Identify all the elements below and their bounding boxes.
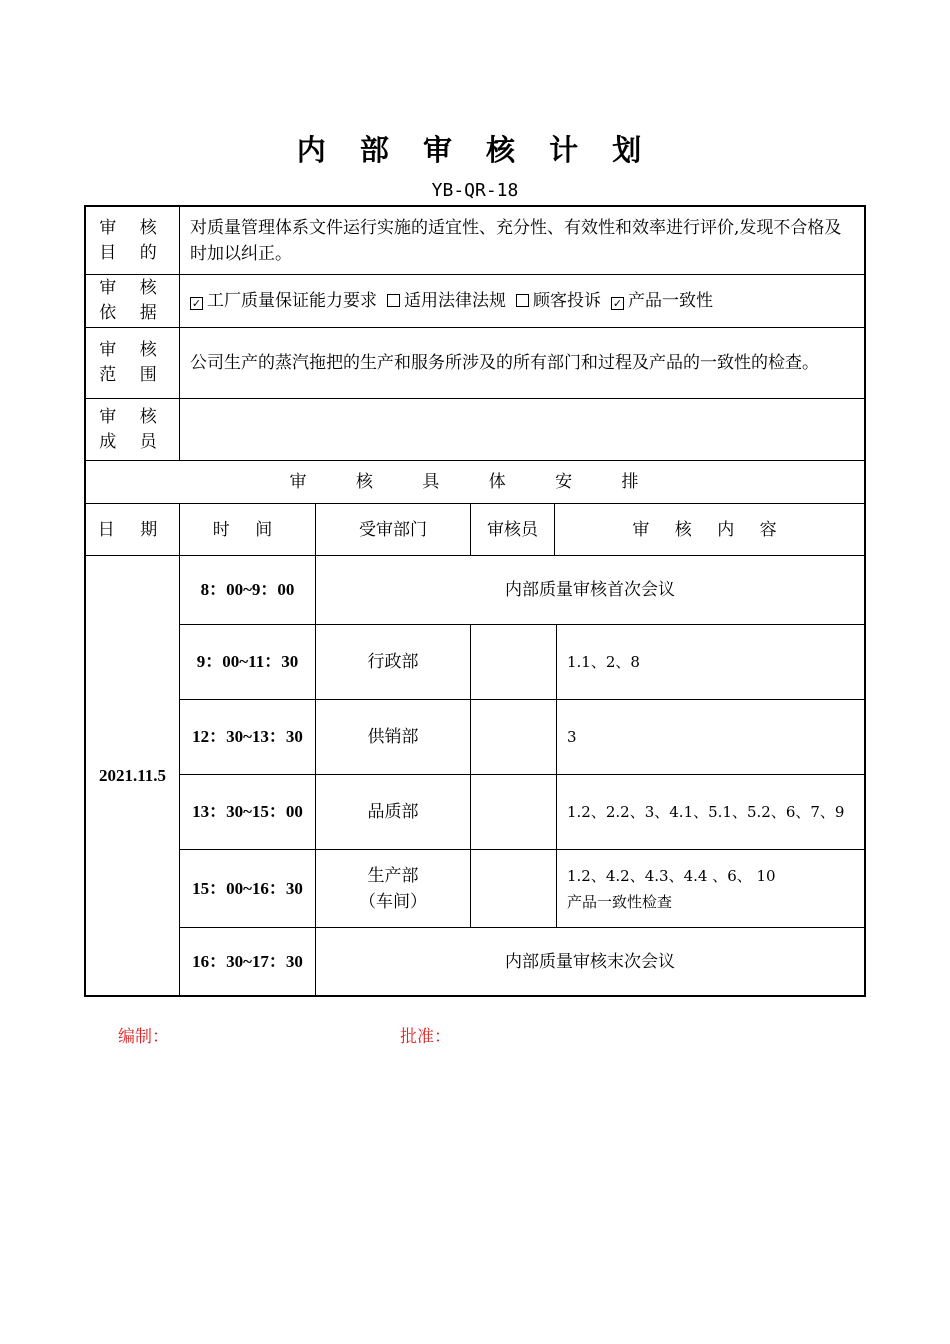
schedule-auditor xyxy=(471,850,556,927)
purpose-label xyxy=(86,207,179,274)
schedule-auditor xyxy=(471,625,556,699)
header-department: 受审部门 xyxy=(359,519,427,540)
schedule-time: 12：30~13：30 xyxy=(192,727,303,746)
content-line: 产品一致性检查 xyxy=(567,892,673,911)
purpose-label-line2: 目 的 xyxy=(99,242,166,263)
checkbox-unchecked-icon[interactable] xyxy=(516,294,529,307)
basis-label-line2: 依 据 xyxy=(99,303,166,323)
basis-option-conformity xyxy=(611,288,713,314)
header-auditor: 审核员 xyxy=(487,519,538,540)
basis-option-factory-quality xyxy=(190,288,377,314)
basis-label xyxy=(86,275,179,327)
checkbox-checked-icon[interactable]: ✓ xyxy=(191,297,202,310)
approved-by-label: 批准： xyxy=(400,1027,451,1047)
schedule-time: 8：00~9：00 xyxy=(200,580,295,599)
basis-options xyxy=(180,275,864,327)
scope-text: 公司生产的蒸汽拖把的生产和服务所涉及的所有部门和过程及产品的一致性的检查。 xyxy=(190,353,819,373)
schedule-content: 1.1、2、8 xyxy=(567,653,640,671)
basis-label-line1: 审 核 xyxy=(99,278,166,298)
opening-meeting: 内部质量审核首次会议 xyxy=(505,580,675,600)
checkbox-checked-icon[interactable]: ✓ xyxy=(612,297,623,310)
members-label-line2: 成 员 xyxy=(99,431,166,452)
header-time: 时 间 xyxy=(212,519,283,540)
schedule-content: 1.2、2.2、3、4.1、5.1、5.2、6、7、9 xyxy=(567,803,845,821)
basis-option-label: 顾客投诉 xyxy=(533,291,601,311)
closing-meeting: 内部质量审核末次会议 xyxy=(505,951,675,972)
document-code: YB-QR-18 xyxy=(431,180,519,201)
basis-option-label: 工厂质量保证能力要求 xyxy=(207,291,377,311)
schedule-time: 13：30~15：00 xyxy=(192,802,303,821)
schedule-time: 16：30~17：30 xyxy=(192,951,303,971)
basis-option-label: 产品一致性 xyxy=(628,291,713,311)
members-label xyxy=(86,399,179,460)
basis-option-label: 适用法律法规 xyxy=(404,291,506,311)
department-name: 生产部 xyxy=(367,865,419,886)
content-line: 1.2、4.2、4.3、4.4 、6、 10 xyxy=(567,866,776,885)
schedule-department: 供销部 xyxy=(367,727,419,747)
header-content: 审 核 内 容 xyxy=(632,519,787,540)
header-date: 日 期 xyxy=(97,519,168,540)
scope-label xyxy=(86,328,179,398)
purpose-text: 对质量管理体系文件运行实施的适宜性、充分性、有效性和效率进行评价,发现不合格及时加以纠正。 xyxy=(190,217,842,264)
schedule-section-title: 审 核 具 体 安 排 xyxy=(289,472,661,492)
schedule-time: 9：00~11：30 xyxy=(196,652,299,671)
schedule-date: 2021.11.5 xyxy=(98,765,167,785)
schedule-auditor xyxy=(471,700,556,774)
schedule-time: 15：00~16：30 xyxy=(192,878,303,898)
basis-option-laws xyxy=(387,288,506,314)
prepared-by-label: 编制： xyxy=(118,1027,169,1047)
scope-label-line1: 审 核 xyxy=(99,340,166,360)
basis-option-complaints xyxy=(516,288,601,314)
department-subname: （车间） xyxy=(359,891,427,912)
schedule-department: 品质部 xyxy=(367,802,419,822)
page-title: 内 部 审 核 计 划 xyxy=(296,133,654,167)
checkbox-unchecked-icon[interactable] xyxy=(387,294,400,307)
members-label-line1: 审 核 xyxy=(99,406,166,427)
members-text xyxy=(180,399,864,460)
schedule-auditor xyxy=(471,775,556,849)
schedule-content: 3 xyxy=(567,728,577,746)
schedule-content xyxy=(557,850,864,927)
purpose-label-line1: 审 核 xyxy=(99,217,166,238)
scope-label-line2: 范 围 xyxy=(99,365,166,385)
schedule-department xyxy=(316,850,470,927)
schedule-department: 行政部 xyxy=(367,652,419,672)
